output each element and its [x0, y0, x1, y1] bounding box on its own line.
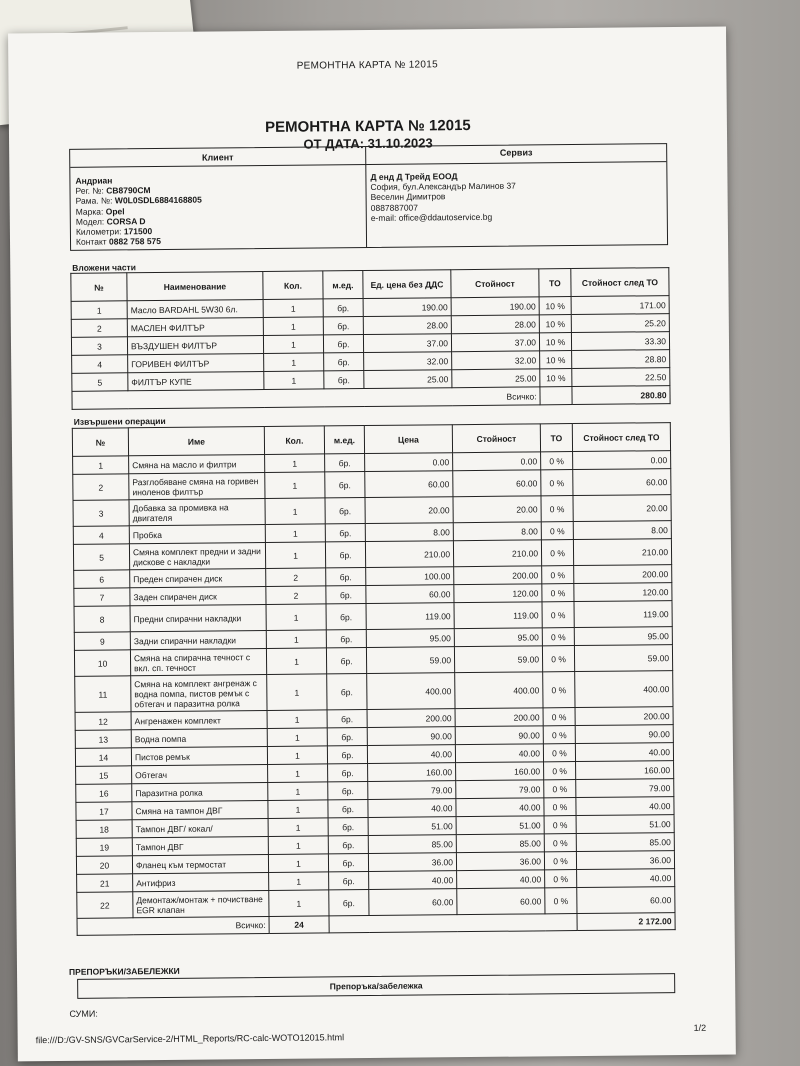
- cell-qty: 1: [265, 472, 325, 499]
- cell-unit: бр.: [328, 764, 368, 782]
- cell-discount: 0 %: [542, 566, 574, 584]
- cell-qty: 1: [264, 353, 324, 372]
- cell-discount: 0 %: [543, 744, 575, 762]
- cell-discount: 0 %: [544, 816, 576, 834]
- cell-qty: 1: [267, 710, 327, 729]
- cell-name: Демонтаж/монтаж + почистване EGR клапан: [133, 890, 269, 917]
- cell-value-after: 0.00: [573, 451, 671, 470]
- cell-value-after: 60.00: [577, 887, 675, 914]
- contact-phone: 0882 758 575: [108, 236, 162, 247]
- cell-name: Антифриз: [133, 872, 269, 891]
- cell-value-after: 90.00: [575, 725, 673, 744]
- spacer-cell: [540, 387, 572, 405]
- cell-name: Ангренажен комплект: [131, 710, 267, 729]
- cell-value: 60.00: [457, 888, 545, 915]
- cell-value: 20.00: [453, 496, 541, 523]
- cell-number: 8: [74, 606, 130, 633]
- cell-unit: бр.: [326, 568, 366, 586]
- cell-unit: бр.: [325, 498, 365, 524]
- cell-value-after: 33.30: [571, 332, 669, 351]
- cell-price: 100.00: [366, 567, 454, 586]
- page-number: 1/2: [693, 1022, 707, 1033]
- cell-value-after: 171.00: [571, 296, 669, 315]
- cell-value: 32.00: [452, 351, 540, 370]
- cell-qty: 2: [266, 568, 326, 587]
- parts-total-value: 280.80: [572, 386, 670, 405]
- parts-section-title: Вложени части: [72, 262, 136, 273]
- cell-unit: бр.: [329, 890, 369, 916]
- cell-value: 210.00: [453, 540, 541, 567]
- cell-unit: бр.: [326, 648, 366, 674]
- cell-value-after: 85.00: [576, 833, 674, 852]
- cell-value-after: 60.00: [573, 469, 671, 496]
- cell-value-after: 28.80: [572, 350, 670, 369]
- operations-header-0: №: [72, 428, 128, 457]
- cell-value: 28.00: [451, 315, 539, 334]
- cell-value: 119.00: [454, 602, 542, 629]
- cell-number: 14: [75, 748, 131, 767]
- cell-discount: 10 %: [540, 369, 572, 387]
- cell-price: 79.00: [368, 781, 456, 800]
- cell-name: Пробка: [129, 524, 265, 543]
- cell-price: 36.00: [368, 853, 456, 872]
- cell-value: 40.00: [455, 744, 543, 763]
- cell-discount: 0 %: [542, 584, 574, 602]
- cell-discount: 10 %: [539, 333, 571, 351]
- cell-qty: 1: [265, 454, 325, 473]
- file-path: file:///D:/GV-SNS/GVCarService-2/HTML_Reports/RC-calc-WOTO12015.html: [35, 1032, 345, 1046]
- cell-discount: 0 %: [544, 798, 576, 816]
- cell-name: Задни спирачни накладки: [130, 630, 266, 649]
- cell-number: 4: [73, 526, 129, 545]
- cell-price: 200.00: [367, 709, 455, 728]
- cell-number: 13: [75, 730, 131, 749]
- cell-name: Разглобяване смяна на горивен иноленов филтър: [129, 473, 265, 500]
- cell-value: 190.00: [451, 297, 539, 316]
- cell-price: 400.00: [367, 673, 455, 710]
- parts-header-4: Ед. цена без ДДС: [363, 270, 451, 299]
- cell-value-after: 40.00: [576, 797, 674, 816]
- cell-qty: 1: [268, 800, 328, 819]
- cell-value: 90.00: [455, 726, 543, 745]
- cell-discount: 0 %: [542, 628, 574, 646]
- cell-qty: 1: [266, 630, 326, 649]
- cell-qty: 1: [266, 604, 326, 631]
- cell-value: 200.00: [455, 708, 543, 727]
- table-row: [75, 671, 673, 713]
- cell-qty: 1: [268, 782, 328, 801]
- cell-qty: 1: [269, 890, 329, 917]
- document-title: РЕМОНТНА КАРТА № 12015: [265, 117, 471, 136]
- cell-unit: бр.: [328, 854, 368, 872]
- cell-value-after: 51.00: [576, 815, 674, 834]
- cell-number: 16: [76, 784, 132, 803]
- cell-number: 3: [73, 500, 129, 527]
- cell-unit: бр.: [326, 604, 366, 630]
- cell-value: 79.00: [456, 780, 544, 799]
- cell-qty: 1: [265, 498, 325, 525]
- cell-price: 32.00: [364, 352, 452, 371]
- cell-value: 40.00: [457, 870, 545, 889]
- cell-unit: бр.: [327, 674, 367, 710]
- cell-unit: бр.: [325, 472, 365, 498]
- cell-price: 190.00: [363, 298, 451, 317]
- cell-value: 25.00: [452, 369, 540, 388]
- cell-qty: 1: [268, 836, 328, 855]
- cell-name: Смяна на масло и филтри: [129, 455, 265, 474]
- cell-value-after: 40.00: [575, 743, 673, 762]
- cell-value: 95.00: [454, 628, 542, 647]
- operations-header-4: Цена: [364, 425, 452, 454]
- cell-qty: 1: [265, 524, 325, 543]
- cell-discount: 0 %: [541, 540, 573, 566]
- client-service-box: [69, 143, 668, 251]
- recommendations-title: ПРЕПОРЪКИ/ЗАБЕЛЕЖКИ: [68, 965, 180, 977]
- kilometers: 171500: [123, 226, 153, 237]
- cell-name: Фланец към термостат: [132, 854, 268, 873]
- cell-discount: 0 %: [545, 888, 577, 914]
- cell-number: 3: [71, 337, 127, 356]
- reg-number: CB8790CM: [106, 185, 151, 196]
- service-email: e-mail: office@ddautoservice.bg: [370, 211, 493, 223]
- operations-header-6: ТО: [540, 424, 572, 452]
- cell-discount: 0 %: [541, 452, 573, 470]
- cell-price: 25.00: [364, 370, 452, 389]
- cell-name: Добавка за промивка на двигателя: [129, 499, 265, 526]
- cell-number: 18: [76, 820, 132, 839]
- cell-price: 40.00: [367, 745, 455, 764]
- cell-name: Тампон ДВГ/ кокал/: [132, 818, 268, 837]
- cell-qty: 1: [266, 648, 326, 675]
- service-address: София, бул.Александър Малинов 37: [370, 180, 516, 193]
- cell-number: 2: [71, 319, 127, 338]
- cell-number: 1: [73, 456, 129, 475]
- cell-qty: 1: [263, 335, 323, 354]
- cell-qty: 1: [268, 818, 328, 837]
- car-make: Opel: [105, 205, 125, 217]
- cell-discount: 10 %: [540, 351, 572, 369]
- cell-number: 11: [75, 676, 131, 713]
- parts-header-6: ТО: [539, 269, 571, 297]
- cell-price: 40.00: [369, 871, 457, 890]
- cell-unit: бр.: [323, 317, 363, 335]
- cell-value: 85.00: [456, 834, 544, 853]
- client-info: Андриан Рег. №: CB8790CM Рама. №: W0L0SDL6884168805 Марка: Opel Модел: CORSA D Километри: 171500 Контакт 0882 758 575: [75, 175, 202, 248]
- operations-header-2: Кол.: [264, 426, 324, 455]
- cell-price: 20.00: [365, 497, 453, 524]
- cell-price: 160.00: [368, 763, 456, 782]
- service-person: Веселин Димитров: [370, 191, 446, 203]
- cell-unit: бр.: [323, 299, 363, 317]
- cell-discount: 0 %: [543, 726, 575, 744]
- cell-number: 4: [72, 355, 128, 374]
- cell-value-after: 95.00: [574, 627, 672, 646]
- cell-value-after: 119.00: [574, 601, 672, 628]
- cell-unit: бр.: [328, 800, 368, 818]
- cell-qty: 1: [267, 746, 327, 765]
- parts-header-5: Стойност: [451, 269, 539, 298]
- cell-unit: бр.: [327, 710, 367, 728]
- cell-price: 95.00: [366, 629, 454, 648]
- cell-qty: 2: [266, 586, 326, 605]
- cell-number: 22: [77, 892, 133, 919]
- cell-name: Паразитна ролка: [132, 782, 268, 801]
- cell-value-after: 8.00: [573, 521, 671, 540]
- cell-name: ФИЛТЪР КУПЕ: [128, 372, 264, 391]
- cell-value: 8.00: [453, 522, 541, 541]
- client-name: Андриан: [75, 175, 113, 186]
- parts-header-7: Стойност след ТО: [571, 268, 669, 297]
- cell-number: 17: [76, 802, 132, 821]
- cell-value-after: 25.20: [571, 314, 669, 333]
- cell-qty: 1: [265, 542, 325, 569]
- cell-value-after: 40.00: [577, 869, 675, 888]
- cell-value: 400.00: [455, 672, 543, 709]
- cell-name: МАСЛЕН ФИЛТЪР: [127, 318, 263, 337]
- cell-name: Смяна на спирачна течност с вкл. сп. течност: [130, 648, 266, 675]
- cell-name: Смяна на тампон ДВГ: [132, 800, 268, 819]
- cell-price: 210.00: [365, 541, 453, 568]
- parts-header-3: м.ед.: [323, 271, 363, 299]
- cell-discount: 10 %: [539, 297, 571, 315]
- operations-total-label: Всичко:: [77, 916, 269, 935]
- cell-number: 10: [74, 650, 130, 677]
- cell-value: 160.00: [456, 762, 544, 781]
- service-label: Сервиз: [499, 147, 533, 158]
- cell-unit: бр.: [323, 335, 363, 353]
- cell-price: 37.00: [363, 334, 451, 353]
- cell-value: 120.00: [454, 584, 542, 603]
- spacer-cell: [329, 914, 577, 933]
- cell-price: 40.00: [368, 799, 456, 818]
- cell-value-after: 120.00: [574, 583, 672, 602]
- cell-discount: 0 %: [544, 762, 576, 780]
- cell-qty: 1: [263, 299, 323, 318]
- service-name: Д енд Д Трейд ЕООД: [370, 171, 458, 182]
- cell-name: Смяна на комплект ангренаж с водна помпа, пистов ремък с обтегач и паразитна ролка: [131, 674, 267, 711]
- sums-label: СУМИ:: [69, 1008, 98, 1019]
- cell-unit: бр.: [328, 836, 368, 854]
- operations-header-5: Стойност: [452, 424, 540, 453]
- cell-discount: 0 %: [541, 522, 573, 540]
- cell-unit: бр.: [324, 353, 364, 371]
- cell-unit: бр.: [327, 746, 367, 764]
- cell-name: Заден спирачен диск: [130, 586, 266, 605]
- cell-discount: 0 %: [544, 780, 576, 798]
- cell-discount: 0 %: [543, 672, 575, 708]
- cell-unit: бр.: [327, 728, 367, 746]
- cell-price: 8.00: [365, 523, 453, 542]
- cell-name: Масло BARDAHL 5W30 6л.: [127, 300, 263, 319]
- operations-section-title: Извършени операции: [73, 415, 166, 427]
- cell-unit: бр.: [325, 542, 365, 568]
- cell-value: 59.00: [454, 646, 542, 673]
- cell-number: 5: [73, 544, 129, 571]
- cell-value-after: 20.00: [573, 495, 671, 522]
- cell-value: 37.00: [451, 333, 539, 352]
- cell-name: Водна помпа: [131, 728, 267, 747]
- repair-card-document: [8, 27, 736, 1062]
- cell-price: 90.00: [367, 727, 455, 746]
- cell-qty: 1: [267, 728, 327, 747]
- cell-value-after: 400.00: [575, 671, 673, 708]
- cell-price: 60.00: [369, 889, 457, 916]
- operations-header-1: Име: [128, 427, 264, 456]
- cell-number: 12: [75, 712, 131, 731]
- operations-header-3: м.ед.: [324, 426, 364, 454]
- cell-price: 28.00: [363, 316, 451, 335]
- cell-name: Смяна комплект предни и задни дискове с накладки: [129, 542, 265, 569]
- cell-value-after: 210.00: [573, 539, 671, 566]
- cell-name: Тампон ДВГ: [132, 836, 268, 855]
- cell-value: 36.00: [456, 852, 544, 871]
- cell-discount: 0 %: [542, 646, 574, 672]
- cell-value: 51.00: [456, 816, 544, 835]
- cell-discount: 0 %: [545, 870, 577, 888]
- cell-unit: бр.: [325, 454, 365, 472]
- cell-number: 6: [74, 570, 130, 589]
- cell-discount: 0 %: [544, 834, 576, 852]
- cell-value-after: 22.50: [572, 368, 670, 387]
- operations-table: [72, 422, 676, 936]
- parts-total-label: Всичко:: [72, 387, 540, 409]
- cell-unit: бр.: [329, 872, 369, 890]
- cell-qty: 1: [267, 674, 327, 711]
- cell-unit: бр.: [324, 371, 364, 389]
- cell-discount: 0 %: [541, 496, 573, 522]
- cell-price: 51.00: [368, 817, 456, 836]
- cell-name: Обтегач: [132, 764, 268, 783]
- cell-price: 60.00: [365, 471, 453, 498]
- operations-total-qty: 24: [269, 916, 329, 934]
- cell-price: 59.00: [366, 647, 454, 674]
- cell-unit: бр.: [328, 782, 368, 800]
- cell-unit: бр.: [328, 818, 368, 836]
- cell-price: 60.00: [366, 585, 454, 604]
- cell-value: 0.00: [453, 452, 541, 471]
- cell-number: 15: [76, 766, 132, 785]
- cell-price: 85.00: [368, 835, 456, 854]
- cell-discount: 10 %: [539, 315, 571, 333]
- cell-discount: 0 %: [542, 602, 574, 628]
- parts-header-0: №: [71, 273, 127, 302]
- cell-number: 5: [72, 373, 128, 392]
- cell-number: 21: [77, 874, 133, 893]
- cell-discount: 0 %: [543, 708, 575, 726]
- cell-name: Преден спирачен диск: [130, 568, 266, 587]
- parts-header-2: Кол.: [263, 271, 323, 300]
- cell-discount: 0 %: [544, 852, 576, 870]
- cell-discount: 0 %: [541, 470, 573, 496]
- cell-value: 40.00: [456, 798, 544, 817]
- frame-number: W0L0SDL6884168805: [114, 194, 202, 206]
- cell-number: 1: [71, 301, 127, 320]
- recommendations-box: Препоръка/забележка: [77, 973, 675, 999]
- print-header: РЕМОНТНА КАРТА № 12015: [296, 59, 439, 72]
- cell-unit: бр.: [326, 630, 366, 648]
- cell-value-after: 200.00: [574, 565, 672, 584]
- cell-value: 60.00: [453, 470, 541, 497]
- cell-number: 19: [76, 838, 132, 857]
- car-model: CORSA D: [106, 215, 146, 227]
- parts-header-1: Наименование: [127, 272, 263, 301]
- operations-header-7: Стойност след ТО: [572, 423, 670, 452]
- cell-value: 200.00: [454, 566, 542, 585]
- cell-name: ВЪЗДУШЕН ФИЛТЪР: [127, 336, 263, 355]
- cell-price: 0.00: [365, 453, 453, 472]
- cell-value-after: 200.00: [575, 707, 673, 726]
- cell-number: 2: [73, 474, 129, 501]
- cell-qty: 1: [269, 872, 329, 891]
- cell-number: 9: [74, 632, 130, 651]
- cell-price: 119.00: [366, 603, 454, 630]
- cell-number: 20: [76, 856, 132, 875]
- cell-value-after: 160.00: [576, 761, 674, 780]
- cell-qty: 1: [268, 854, 328, 873]
- cell-unit: бр.: [326, 586, 366, 604]
- cell-number: 7: [74, 588, 130, 607]
- service-phone: 0887887007: [370, 202, 419, 213]
- client-label: Клиент: [201, 152, 234, 163]
- cell-qty: 1: [268, 764, 328, 783]
- cell-name: Предни спирачни накладки: [130, 604, 266, 631]
- operations-total-value: 2 172.00: [577, 913, 675, 931]
- cell-value-after: 59.00: [574, 645, 672, 672]
- cell-value-after: 79.00: [576, 779, 674, 798]
- cell-value-after: 36.00: [576, 851, 674, 870]
- cell-qty: 1: [263, 317, 323, 336]
- cell-name: ГОРИВЕН ФИЛТЪР: [128, 354, 264, 373]
- service-info: [370, 171, 516, 223]
- cell-name: Пистов ремък: [131, 746, 267, 765]
- cell-qty: 1: [264, 371, 324, 390]
- parts-table: [70, 267, 670, 410]
- cell-unit: бр.: [325, 524, 365, 542]
- document-date: ОТ ДАТА: 31.10.2023: [303, 135, 433, 152]
